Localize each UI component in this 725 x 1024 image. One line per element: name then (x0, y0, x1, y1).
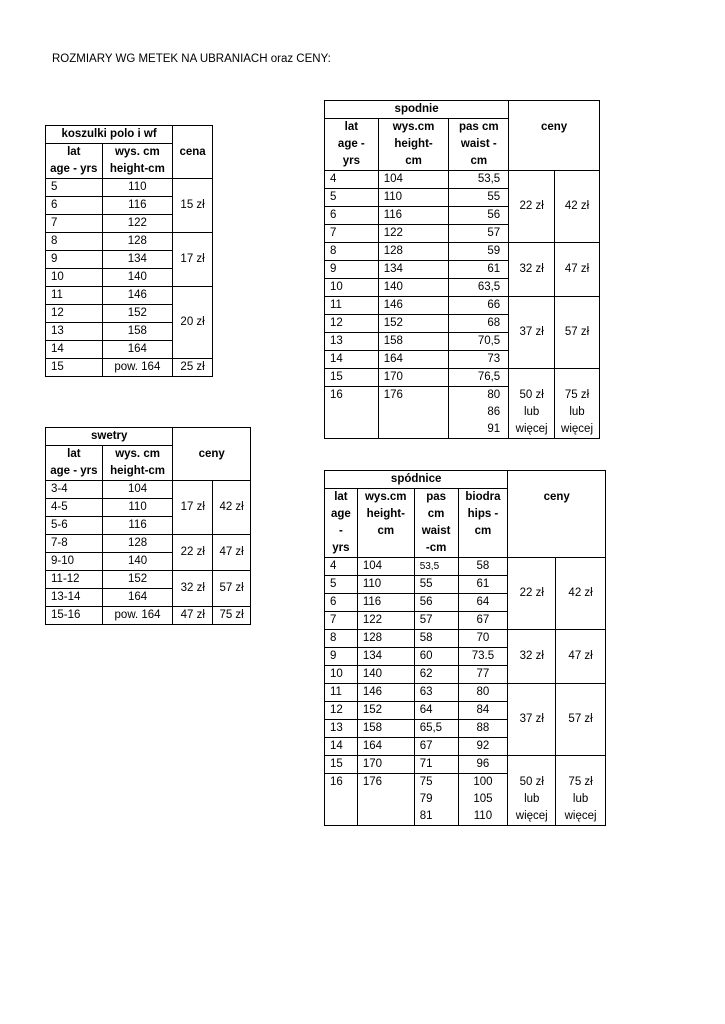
swetry-height-header: wys. cm height-cm (102, 446, 173, 481)
spodnie-height-cell: 140 (378, 279, 449, 297)
spodnice-age-cell: 5 (325, 576, 358, 594)
spodnie-price-a-cell: 32 zł (509, 243, 555, 297)
spodnice-height-header: wys.cm height- cm (357, 489, 414, 558)
table-row (325, 171, 600, 189)
swetry-height-cell: 128 (102, 535, 173, 553)
spodnie-price-header: ceny (509, 101, 600, 171)
spodnice-age-cell: 14 (325, 738, 358, 756)
table-row (46, 535, 251, 553)
polo-height-cell: 152 (102, 305, 173, 323)
spodnice-price-b-cell: 42 zł (556, 558, 606, 630)
spodnie-waist-cell: 68 (449, 315, 509, 333)
polo-height-cell: 110 (102, 179, 173, 197)
table-row (46, 287, 213, 305)
swetry-height-cell: 164 (102, 589, 173, 607)
spodnie-age-cell: 12 (325, 315, 379, 333)
swetry-age-cell: 13-14 (46, 589, 103, 607)
spodnie-age-cell: 14 (325, 351, 379, 369)
spodnice-price-a-cell: 22 zł (508, 558, 556, 630)
spodnie-price-b-cell: 47 zł (555, 243, 600, 297)
table-row (46, 179, 213, 197)
spodnie-waist-cell: 55 (449, 189, 509, 207)
swetry-age-cell: 3-4 (46, 481, 103, 499)
spodnie-height-cell: 122 (378, 225, 449, 243)
table-row (325, 297, 600, 315)
polo-price-cell: 25 zł (173, 359, 213, 377)
swetry-price-b-cell: 75 zł (213, 607, 251, 625)
spodnice-hips-cell: 70 (458, 630, 508, 648)
spodnie-age-cell: 11 (325, 297, 379, 315)
polo-age-header: lat age - yrs (46, 144, 103, 179)
polo-age-cell: 10 (46, 269, 103, 287)
spodnice-waist-cell: 53,5 (414, 558, 458, 576)
spodnie-age-cell: 9 (325, 261, 379, 279)
polo-height-cell: 146 (102, 287, 173, 305)
polo-price-cell: 15 zł (173, 179, 213, 233)
polo-height-cell: pow. 164 (102, 359, 173, 377)
polo-price-header: cena (173, 126, 213, 179)
spodnice-height-cell: 104 (357, 558, 414, 576)
spodnie-title: spodnie (325, 101, 509, 119)
table-row (46, 571, 251, 589)
table-row (46, 359, 213, 377)
polo-price-cell: 17 zł (173, 233, 213, 287)
spodnie-table (324, 100, 600, 439)
spodnice-waist-cell: 55 (414, 576, 458, 594)
swetry-age-cell: 7-8 (46, 535, 103, 553)
spodnie-age-cell: 15 (325, 369, 379, 387)
swetry-height-cell: 116 (102, 517, 173, 535)
spodnie-height-cell: 170 (378, 369, 449, 387)
spodnice-waist-cell: 75 79 81 (414, 774, 458, 826)
spodnie-waist-header: pas cm waist - cm (449, 119, 509, 171)
spodnice-waist-cell: 60 (414, 648, 458, 666)
spodnie-waist-cell: 80 86 91 (449, 387, 509, 439)
polo-price-cell: 20 zł (173, 287, 213, 359)
spodnice-height-cell: 110 (357, 576, 414, 594)
swetry-height-cell: 110 (102, 499, 173, 517)
table-row (325, 369, 600, 387)
table-row (46, 607, 251, 625)
spodnice-height-cell: 176 (357, 774, 414, 826)
polo-height-cell: 140 (102, 269, 173, 287)
spodnice-age-cell: 15 (325, 756, 358, 774)
polo-height-cell: 116 (102, 197, 173, 215)
spodnie-waist-cell: 56 (449, 207, 509, 225)
swetry-price-a-cell: 47 zł (173, 607, 213, 625)
swetry-height-cell: 140 (102, 553, 173, 571)
spodnice-hips-cell: 73.5 (458, 648, 508, 666)
polo-height-header: wys. cm height-cm (102, 144, 173, 179)
table-row (46, 233, 213, 251)
swetry-height-cell: 104 (102, 481, 173, 499)
spodnice-hips-cell: 88 (458, 720, 508, 738)
spodnie-age-cell: 13 (325, 333, 379, 351)
polo-age-cell: 11 (46, 287, 103, 305)
swetry-table (45, 427, 251, 625)
spodnie-height-header: wys.cm height- cm (378, 119, 449, 171)
table-row (325, 630, 606, 648)
swetry-price-a-cell: 22 zł (173, 535, 213, 571)
spodnice-hips-cell: 100 105 110 (458, 774, 508, 826)
spodnice-price-a-cell: 37 zł (508, 684, 556, 756)
swetry-age-cell: 11-12 (46, 571, 103, 589)
swetry-price-a-cell: 17 zł (173, 481, 213, 535)
spodnie-waist-cell: 70,5 (449, 333, 509, 351)
spodnie-price-a-cell: 22 zł (509, 171, 555, 243)
spodnice-age-cell: 10 (325, 666, 358, 684)
spodnice-waist-header: pas cm waist -cm (414, 489, 458, 558)
polo-title: koszulki polo i wf (46, 126, 173, 144)
spodnie-price-a-cell: 37 zł (509, 297, 555, 369)
spodnice-age-cell: 4 (325, 558, 358, 576)
spodnie-height-cell: 116 (378, 207, 449, 225)
spodnie-height-cell: 104 (378, 171, 449, 189)
spodnice-age-cell: 9 (325, 648, 358, 666)
swetry-title: swetry (46, 428, 173, 446)
spodnice-hips-cell: 84 (458, 702, 508, 720)
spodnie-height-cell: 134 (378, 261, 449, 279)
spodnice-height-cell: 140 (357, 666, 414, 684)
polo-height-cell: 158 (102, 323, 173, 341)
polo-height-cell: 122 (102, 215, 173, 233)
table-row (325, 243, 600, 261)
spodnie-waist-cell: 57 (449, 225, 509, 243)
spodnie-waist-cell: 53,5 (449, 171, 509, 189)
spodnie-age-cell: 7 (325, 225, 379, 243)
spodnie-waist-cell: 76,5 (449, 369, 509, 387)
spodnice-waist-cell: 64 (414, 702, 458, 720)
polo-age-cell: 14 (46, 341, 103, 359)
spodnie-age-cell: 16 (325, 387, 379, 439)
polo-age-cell: 13 (46, 323, 103, 341)
spodnie-price-a-cell: 50 zł lub więcej (509, 369, 555, 439)
swetry-price-b-cell: 42 zł (213, 481, 251, 535)
table-row (325, 756, 606, 774)
polo-height-cell: 164 (102, 341, 173, 359)
spodnice-price-a-cell: 32 zł (508, 630, 556, 684)
swetry-age-header: lat age - yrs (46, 446, 103, 481)
spodnice-waist-cell: 65,5 (414, 720, 458, 738)
spodnie-price-b-cell: 42 zł (555, 171, 600, 243)
spodnice-height-cell: 152 (357, 702, 414, 720)
swetry-height-cell: 152 (102, 571, 173, 589)
polo-age-cell: 6 (46, 197, 103, 215)
spodnice-height-cell: 170 (357, 756, 414, 774)
spodnice-waist-cell: 57 (414, 612, 458, 630)
polo-age-cell: 8 (46, 233, 103, 251)
spodnice-waist-cell: 71 (414, 756, 458, 774)
spodnice-age-cell: 11 (325, 684, 358, 702)
polo-age-cell: 7 (46, 215, 103, 233)
spodnice-hips-cell: 96 (458, 756, 508, 774)
table-row (325, 684, 606, 702)
spodnice-price-b-cell: 57 zł (556, 684, 606, 756)
spodnice-height-cell: 134 (357, 648, 414, 666)
spodnice-height-cell: 116 (357, 594, 414, 612)
spodnice-price-b-cell: 75 zł lub więcej (556, 756, 606, 826)
polo-table (45, 125, 213, 377)
spodnice-age-cell: 16 (325, 774, 358, 826)
spodnie-height-cell: 146 (378, 297, 449, 315)
spodnice-age-header: lat age - yrs (325, 489, 358, 558)
spodnie-waist-cell: 73 (449, 351, 509, 369)
spodnice-price-header: ceny (508, 471, 606, 558)
spodnice-hips-cell: 80 (458, 684, 508, 702)
spodnice-waist-cell: 67 (414, 738, 458, 756)
spodnice-hips-cell: 92 (458, 738, 508, 756)
spodnice-hips-header: biodra hips - cm (458, 489, 508, 558)
spodnice-height-cell: 146 (357, 684, 414, 702)
swetry-price-a-cell: 32 zł (173, 571, 213, 607)
spodnie-age-cell: 8 (325, 243, 379, 261)
polo-age-cell: 5 (46, 179, 103, 197)
spodnice-waist-cell: 63 (414, 684, 458, 702)
spodnice-height-cell: 164 (357, 738, 414, 756)
swetry-age-cell: 9-10 (46, 553, 103, 571)
spodnice-waist-cell: 58 (414, 630, 458, 648)
table-row (46, 481, 251, 499)
spodnice-hips-cell: 64 (458, 594, 508, 612)
polo-age-cell: 9 (46, 251, 103, 269)
spodnie-height-cell: 164 (378, 351, 449, 369)
swetry-price-b-cell: 57 zł (213, 571, 251, 607)
polo-age-cell: 12 (46, 305, 103, 323)
table-row (325, 558, 606, 576)
spodnice-hips-cell: 77 (458, 666, 508, 684)
spodnie-age-cell: 4 (325, 171, 379, 189)
spodnie-age-header: lat age - yrs (325, 119, 379, 171)
spodnie-waist-cell: 59 (449, 243, 509, 261)
swetry-height-cell: pow. 164 (102, 607, 173, 625)
spodnice-hips-cell: 58 (458, 558, 508, 576)
spodnice-price-b-cell: 47 zł (556, 630, 606, 684)
spodnice-hips-cell: 61 (458, 576, 508, 594)
spodnice-hips-cell: 67 (458, 612, 508, 630)
spodnice-price-a-cell: 50 zł lub więcej (508, 756, 556, 826)
spodnie-waist-cell: 63,5 (449, 279, 509, 297)
swetry-price-header: ceny (173, 428, 251, 481)
spodnie-height-cell: 176 (378, 387, 449, 439)
spodnie-waist-cell: 66 (449, 297, 509, 315)
spodnie-price-b-cell: 75 zł lub więcej (555, 369, 600, 439)
spodnie-height-cell: 110 (378, 189, 449, 207)
spodnice-height-cell: 128 (357, 630, 414, 648)
spodnie-height-cell: 152 (378, 315, 449, 333)
page-title: ROZMIARY WG METEK NA UBRANIACH oraz CENY: (52, 53, 331, 65)
spodnie-age-cell: 6 (325, 207, 379, 225)
spodnie-height-cell: 128 (378, 243, 449, 261)
spodnie-height-cell: 158 (378, 333, 449, 351)
spodnice-age-cell: 8 (325, 630, 358, 648)
swetry-price-b-cell: 47 zł (213, 535, 251, 571)
spodnice-age-cell: 12 (325, 702, 358, 720)
swetry-age-cell: 5-6 (46, 517, 103, 535)
spodnice-title: spódnice (325, 471, 508, 489)
spodnice-height-cell: 122 (357, 612, 414, 630)
spodnie-price-b-cell: 57 zł (555, 297, 600, 369)
spodnice-waist-cell: 56 (414, 594, 458, 612)
spodnie-age-cell: 5 (325, 189, 379, 207)
swetry-age-cell: 4-5 (46, 499, 103, 517)
spodnie-age-cell: 10 (325, 279, 379, 297)
spodnie-waist-cell: 61 (449, 261, 509, 279)
polo-height-cell: 128 (102, 233, 173, 251)
polo-height-cell: 134 (102, 251, 173, 269)
spodnice-waist-cell: 62 (414, 666, 458, 684)
spodnice-age-cell: 6 (325, 594, 358, 612)
polo-age-cell: 15 (46, 359, 103, 377)
spodnice-table (324, 470, 606, 826)
spodnice-age-cell: 7 (325, 612, 358, 630)
swetry-age-cell: 15-16 (46, 607, 103, 625)
spodnice-height-cell: 158 (357, 720, 414, 738)
spodnice-age-cell: 13 (325, 720, 358, 738)
